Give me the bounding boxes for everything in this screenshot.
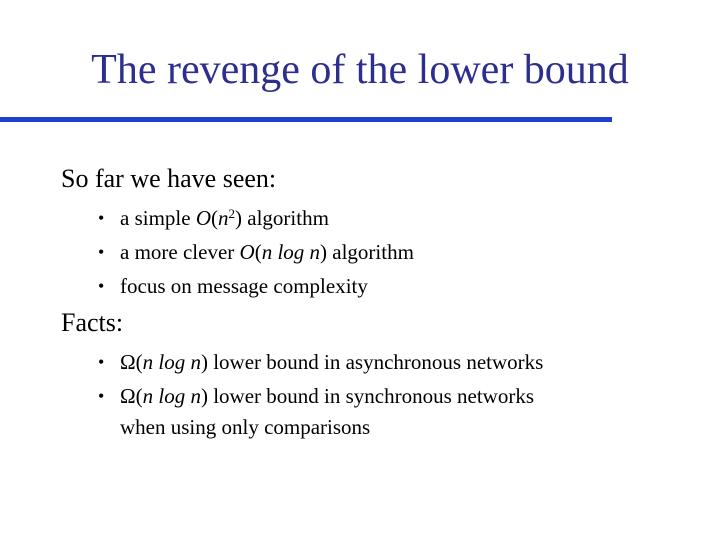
bullet-glyph: • [98,242,105,262]
seen-bullet-list [98,201,414,303]
bullet-text-pre: a more clever [120,240,240,264]
list-item [98,235,414,269]
slide-title: The revenge of the lower bound [91,47,629,93]
math-n: n [218,206,229,230]
section-heading-facts: Facts: [61,308,124,337]
bullet-glyph: • [98,276,105,296]
bullet-glyph: • [98,352,105,372]
facts-bullet-list [98,345,543,441]
bullet-glyph: • [98,208,105,228]
math-n-log-n: n log n [142,384,201,408]
bullet-text-pre: a simple [120,206,196,230]
bullet-paren: ( [211,206,218,230]
bullet-text-post: ) lower bound in synchronous networks [200,384,534,408]
list-item [98,345,543,379]
math-n-log-n: n log n [261,240,321,264]
math-exponent: 2 [228,205,236,221]
section-heading-seen: So far we have seen: [61,164,277,193]
math-big-o: O [239,240,255,264]
bullet-text-post: ) algorithm [235,206,329,230]
list-item [98,269,414,303]
bullet-text-pre: Ω( [120,350,143,374]
math-big-o: O [195,206,211,230]
bullet-glyph: • [98,386,105,406]
math-n-log-n: n log n [142,350,201,374]
title-underline [0,117,612,122]
bullet-text-continuation: when using only comparisons [120,415,371,439]
bullet-text-pre: Ω( [120,384,143,408]
bullet-text-post: ) lower bound in asynchronous networks [200,350,544,374]
bullet-text-post: ) algorithm [320,240,414,264]
bullet-text: focus on message complexity [120,274,368,298]
bullet-paren: ( [254,240,262,264]
list-item [98,201,414,235]
list-item [98,379,543,441]
